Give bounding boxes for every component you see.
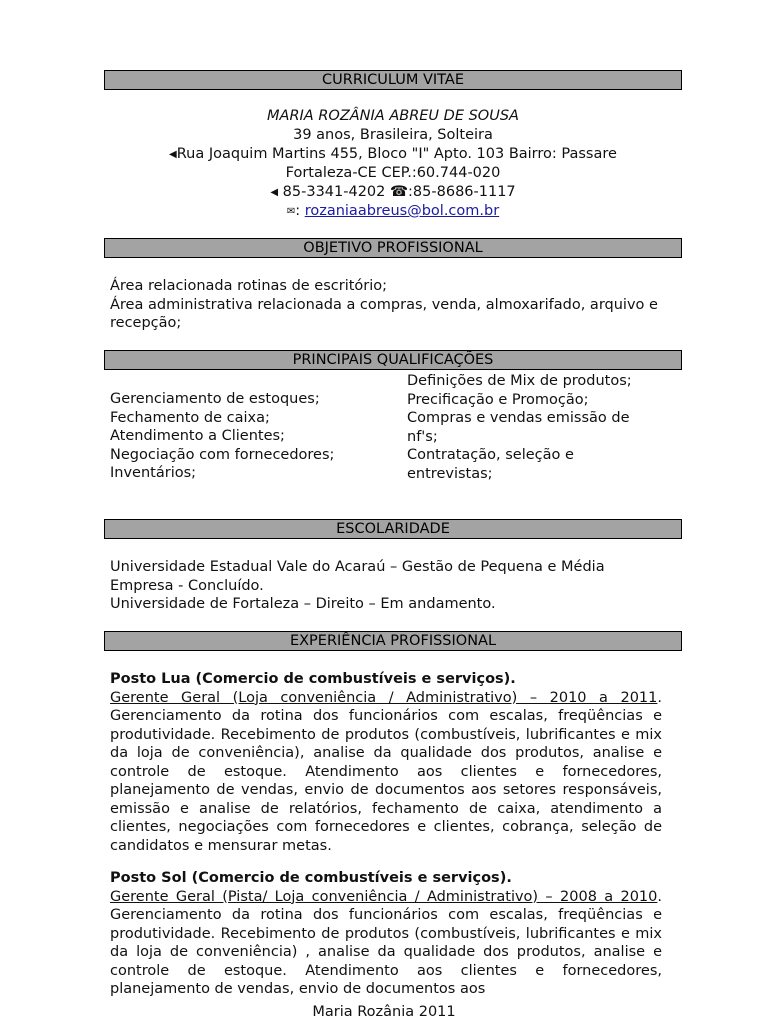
email-line bbox=[104, 202, 682, 221]
qualification-item: Precificação e Promoção; bbox=[407, 391, 589, 408]
phone-2: :85-8686-1117 bbox=[408, 184, 516, 200]
education-block bbox=[110, 558, 662, 614]
section-header-qualifications: PRINCIPAIS QUALIFICAÇÕES bbox=[104, 350, 682, 370]
qualifications-right bbox=[407, 372, 657, 483]
phone-1: 85-3341-4202 bbox=[278, 184, 390, 200]
qualification-item: Fechamento de caixa; bbox=[110, 409, 270, 426]
qualification-item: Gerenciamento de estoques; bbox=[110, 391, 320, 407]
qualification-item: Definições de Mix de produtos; bbox=[407, 373, 632, 389]
qualifications-left bbox=[110, 390, 400, 483]
city-line: Fortaleza-CE CEP.:60.744-020 bbox=[285, 165, 501, 181]
section-header-cv: CURRICULUM VITAE bbox=[104, 70, 682, 90]
phone-line bbox=[104, 183, 682, 202]
experience-entry-1 bbox=[110, 670, 662, 855]
job-role: Gerente Geral (Pista/ Loja conveniência / Administrativo) – 2008 a 2010 bbox=[110, 888, 658, 905]
qualification-item: Contratação, seleção e entrevistas; bbox=[407, 447, 574, 482]
page-footer: Maria Rozânia 2011 bbox=[312, 1004, 456, 1020]
address-line bbox=[104, 145, 682, 164]
qualification-item: Compras e vendas emissão de nf's; bbox=[407, 410, 630, 445]
email-link[interactable]: rozaniaabreus@bol.com.br bbox=[304, 203, 500, 219]
section-header-experience: EXPERIÊNCIA PROFISSIONAL bbox=[104, 631, 682, 651]
education-line: Universidade de Fortaleza – Direito – Em andamento. bbox=[110, 596, 496, 612]
company-name: Posto Sol (Comercio de combustíveis e serviços). bbox=[110, 870, 512, 886]
objective-line: Área administrativa relacionada a compras, venda, almoxarifado, arquivo e recepção; bbox=[110, 296, 658, 331]
experience-entry-2 bbox=[110, 869, 662, 999]
objective-block bbox=[110, 277, 662, 333]
education-line: Universidade Estadual Vale do Acaraú – Gestão de Pequena e Média Empresa - Concluído. bbox=[110, 559, 605, 594]
email-prefix: : bbox=[295, 203, 305, 219]
job-role: Gerente Geral (Loja conveniência / Administrativo) – 2010 a 2011 bbox=[110, 689, 658, 706]
candidate-name: MARIA ROZÂNIA ABREU DE SOUSA bbox=[267, 108, 519, 124]
qualification-item: Inventários; bbox=[110, 465, 197, 481]
personal-info: 39 anos, Brasileira, Solteira bbox=[293, 127, 493, 143]
telephone-icon: ☎ bbox=[389, 184, 409, 200]
experience-text bbox=[110, 888, 662, 999]
job-description: . Gerenciamento da rotina dos funcionários com escalas, freqüências e produtividade. Recebimento de produtos (combustíveis, lubrificantes e mix da loja de conveniência) , analise da qualidade dos produtos, analise e controle de estoque. Atendimento aos clientes e fornecedores, planejamento de vendas, envio de documentos aos bbox=[110, 888, 662, 997]
section-header-education: ESCOLARIDADE bbox=[104, 519, 682, 539]
address-text: Rua Joaquim Martins 455, Bloco "I" Apto. 103 Bairro: Passare bbox=[176, 146, 617, 162]
company-name: Posto Lua (Comercio de combustíveis e serviços). bbox=[110, 671, 516, 687]
section-header-objective: OBJETIVO PROFISSIONAL bbox=[104, 238, 682, 258]
qualification-item: Atendimento a Clientes; bbox=[110, 428, 285, 444]
qualification-item: Negociação com fornecedores; bbox=[110, 446, 335, 463]
experience-text bbox=[110, 689, 662, 856]
envelope-icon: ✉ bbox=[286, 206, 296, 217]
phone-icon: ◀ bbox=[270, 187, 279, 198]
objective-line: Área relacionada rotinas de escritório; bbox=[110, 278, 388, 294]
job-description: . Gerenciamento da rotina dos funcionários com escalas, freqüências e produtividade. Recebimento de produtos (combustíveis, lubrificantes e mix da loja de conveniência), analise da qualidade dos produtos, analise e controle de estoque. Atendimento aos clientes e fornecedores, planejamento de vendas, envio de documentos aos setores responsáveis, emissão e analise de relatórios, fechamento de caixa, atendimento a clientes, negociações com fornecedores e clientes, cobrança, seleção de candidatos e mensurar metas. bbox=[110, 689, 662, 854]
pointer-icon: ◀ bbox=[169, 149, 177, 160]
